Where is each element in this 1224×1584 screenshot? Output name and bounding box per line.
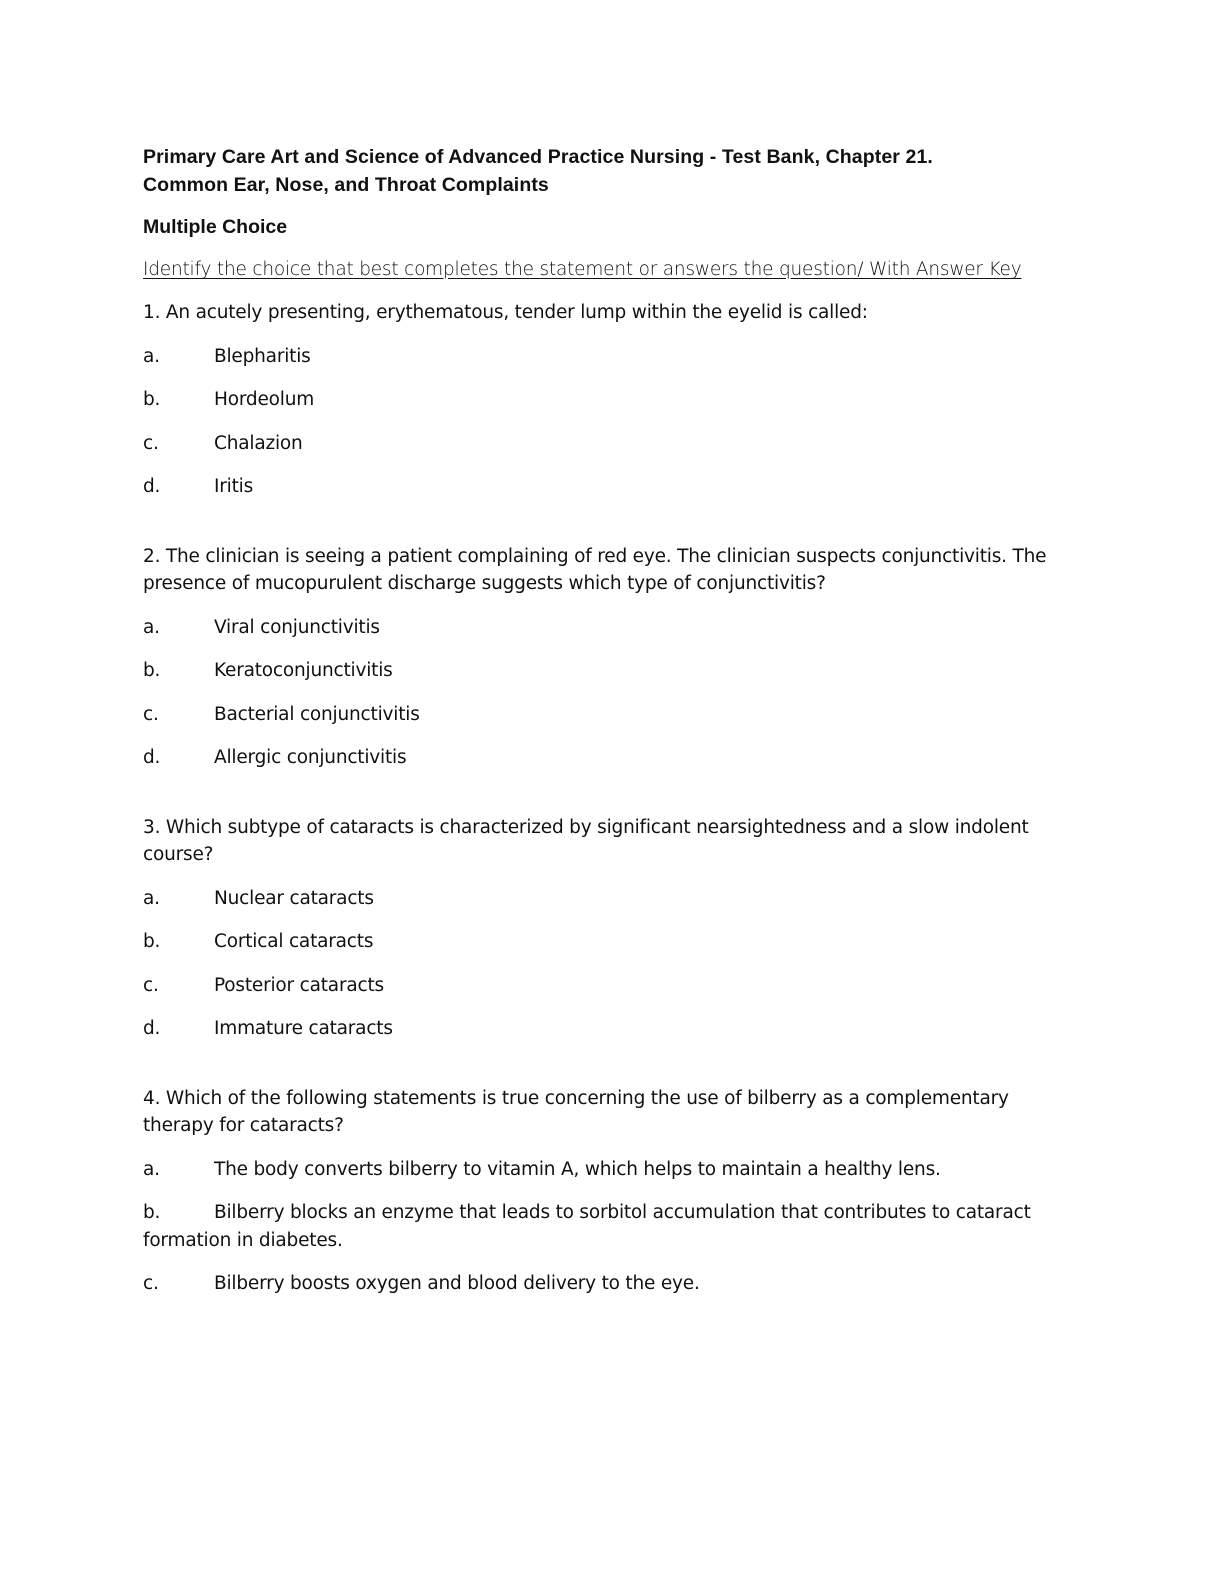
answer-option-b bbox=[143, 1199, 1083, 1254]
option-letter: b. bbox=[143, 389, 161, 410]
option-text: Blepharitis bbox=[214, 345, 311, 367]
option-letter: d. bbox=[143, 747, 161, 768]
option-letter: a. bbox=[143, 1158, 160, 1180]
question-1 bbox=[143, 299, 1083, 501]
answer-option-d bbox=[143, 1015, 1083, 1043]
option-letter: a. bbox=[143, 616, 160, 638]
answer-option-c bbox=[143, 430, 1083, 458]
answer-option-c bbox=[143, 1270, 1083, 1298]
option-text: Keratoconjunctivitis bbox=[214, 660, 393, 681]
option-text: Cortical cataracts bbox=[214, 931, 374, 952]
option-letter: c. bbox=[143, 432, 159, 454]
option-letter: c. bbox=[143, 1273, 159, 1294]
document-title bbox=[143, 143, 1083, 199]
option-text: Bilberry boosts oxygen and blood delivery to the eye. bbox=[214, 1273, 700, 1294]
answer-option-a bbox=[143, 343, 1083, 371]
option-letter: a. bbox=[143, 345, 160, 367]
answer-option-d bbox=[143, 473, 1083, 501]
answer-option-c bbox=[143, 972, 1083, 1000]
option-letter: c. bbox=[143, 974, 159, 996]
answer-option-b bbox=[143, 928, 1083, 956]
answer-option-b bbox=[143, 657, 1083, 685]
option-text: Allergic conjunctivitis bbox=[214, 747, 407, 768]
question-stem: 1. An acutely presenting, erythematous, tender lump within the eyelid is called: bbox=[143, 302, 868, 323]
question-2 bbox=[143, 543, 1083, 772]
answer-option-a bbox=[143, 1156, 1083, 1184]
option-text: Immature cataracts bbox=[214, 1018, 393, 1039]
option-text: Bacterial conjunctivitis bbox=[214, 703, 420, 725]
option-letter: d. bbox=[143, 1018, 161, 1039]
option-text: The body converts bilberry to vitamin A, which helps to maintain a healthy lens. bbox=[214, 1158, 941, 1180]
answer-option-b bbox=[143, 386, 1083, 414]
option-letter: a. bbox=[143, 887, 160, 909]
option-letter: d. bbox=[143, 476, 161, 497]
option-text: Viral conjunctivitis bbox=[214, 616, 380, 638]
option-text: Hordeolum bbox=[214, 389, 315, 410]
question-3 bbox=[143, 814, 1083, 1043]
option-text: Chalazion bbox=[214, 432, 303, 454]
option-text: Bilberry blocks an enzyme that leads to sorbitol accumulation that contributes to cataract formation in diabetes. bbox=[143, 1202, 1031, 1251]
option-text: Posterior cataracts bbox=[214, 974, 384, 996]
option-letter: c. bbox=[143, 703, 159, 725]
question-stem: 3. Which subtype of cataracts is characterized by significant nearsightedness and a slow indolent course? bbox=[143, 816, 1029, 865]
option-text: Iritis bbox=[214, 476, 254, 497]
question-stem: 2. The clinician is seeing a patient complaining of red eye. The clinician suspects conjunctivitis. The presence of mucopurulent discharge suggests which type of conjunctivitis? bbox=[143, 545, 1047, 594]
title-line-1: Primary Care Art and Science of Advanced Practice Nursing - Test Bank, Chapter 21. bbox=[143, 146, 933, 168]
option-letter: b. bbox=[143, 931, 161, 952]
question-stem: 4. Which of the following statements is true concerning the use of bilberry as a complementary therapy for cataracts? bbox=[143, 1087, 1009, 1136]
page-content bbox=[143, 143, 1083, 1340]
section-heading: Multiple Choice bbox=[143, 216, 288, 238]
instruction-text: Identify the choice that best completes the statement or answers the question/ With Answer Key bbox=[143, 259, 1022, 280]
option-text: Nuclear cataracts bbox=[214, 887, 374, 909]
option-letter: b. bbox=[143, 1202, 161, 1223]
title-line-2: Common Ear, Nose, and Throat Complaints bbox=[143, 174, 549, 196]
answer-option-a bbox=[143, 614, 1083, 642]
answer-option-d bbox=[143, 744, 1083, 772]
option-letter: b. bbox=[143, 660, 161, 681]
answer-option-c bbox=[143, 701, 1083, 729]
question-4 bbox=[143, 1085, 1083, 1298]
answer-option-a bbox=[143, 885, 1083, 913]
